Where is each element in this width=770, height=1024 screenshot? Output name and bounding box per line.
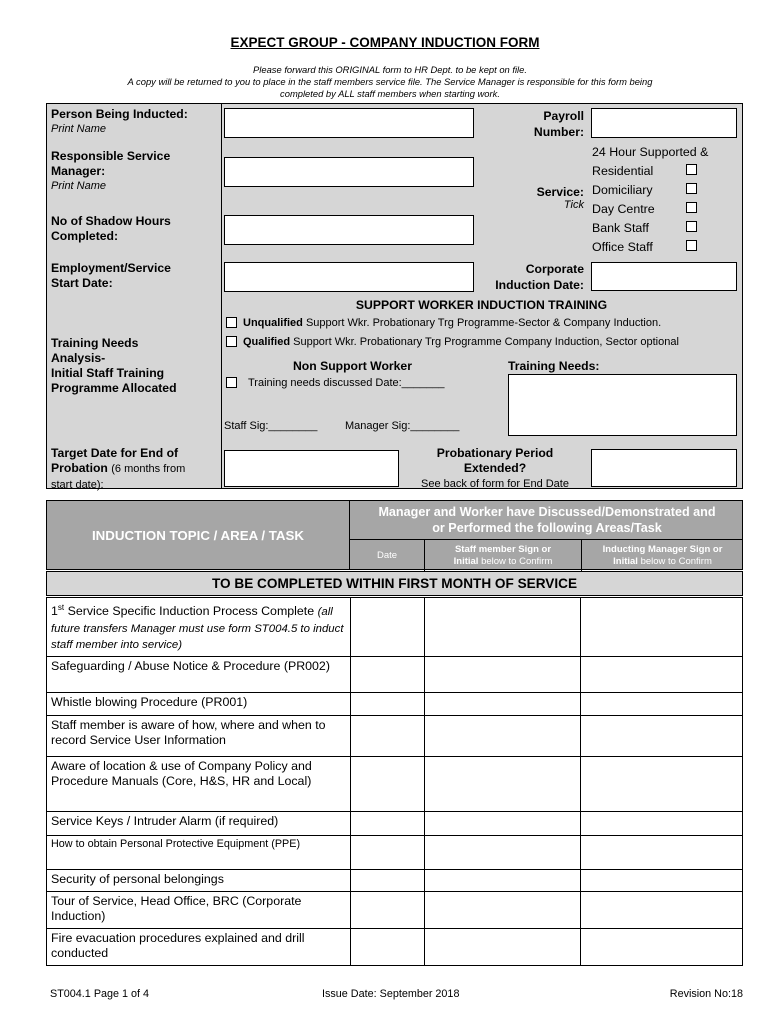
corporate-induction-date-field[interactable] (591, 262, 737, 291)
table-row (47, 598, 743, 657)
training-needs-analysis-label: Training Needs Analysis- Initial Staff Training Programme Allocated (51, 336, 177, 395)
service-option-label: Domiciliary (592, 183, 653, 197)
topic-cell: Staff member is aware of how, where and when to record Service User Information (47, 715, 351, 756)
day-centre-checkbox[interactable] (686, 202, 697, 213)
manager-sign-cell[interactable] (581, 756, 743, 811)
staff-sign-cell[interactable] (425, 715, 581, 756)
topic-cell: Aware of location & use of Company Policy and Procedure Manuals (Core, H&S, HR and Local) (47, 756, 351, 811)
manager-sign-column-header: Inducting Manager Sign or Initial below to Confirm (581, 539, 743, 571)
start-date-label: Employment/Service Start Date: (51, 261, 171, 290)
topic-cell: Security of personal belongings (47, 869, 351, 891)
probation-extended-field[interactable] (591, 449, 737, 487)
staff-sign-cell[interactable] (425, 756, 581, 811)
staff-sign-cell[interactable] (425, 598, 581, 657)
table-row (47, 869, 743, 891)
staff-signature[interactable]: Staff Sig:________ (224, 420, 318, 432)
date-cell[interactable] (351, 869, 425, 891)
topic-cell: Fire evacuation procedures explained and drill conducted (47, 928, 351, 965)
support-worker-heading: SUPPORT WORKER INDUCTION TRAINING (355, 298, 608, 312)
staff-sign-cell[interactable] (425, 869, 581, 891)
topic-cell: Whistle blowing Procedure (PR001) (47, 692, 351, 715)
staff-sign-cell[interactable] (425, 891, 581, 928)
target-date-field[interactable] (224, 450, 399, 487)
target-date-label: Target Date for End of Probation (6 months from start date): (51, 446, 186, 491)
topic-cell: 1st Service Specific Induction Process Complete (all future transfers Manager must use form ST004.5 to induct staff member into service) (47, 598, 351, 657)
confirmation-header: Manager and Worker have Discussed/Demonstrated and or Performed the following Areas/Task Date Staff member Sign or Initial below to Confirm Inducting Manager Sign or Initial below to Confirm (349, 500, 743, 570)
footer-revision: Revision No:18 (669, 988, 743, 1000)
manager-sign-cell[interactable] (581, 811, 743, 835)
training-discussed-date[interactable]: Training needs discussed Date:_______ (248, 377, 445, 389)
service-option-label: Residential (592, 164, 654, 178)
staff-sign-cell[interactable] (425, 928, 581, 965)
date-cell[interactable] (351, 598, 425, 657)
staff-sign-cell[interactable] (425, 811, 581, 835)
qualified-checkbox[interactable] (226, 336, 237, 347)
topic-column-header: INDUCTION TOPIC / AREA / TASK (46, 500, 350, 570)
domiciliary-checkbox[interactable] (686, 183, 697, 194)
topic-cell: Service Keys / Intruder Alarm (if required) (47, 811, 351, 835)
date-cell[interactable] (351, 656, 425, 692)
shadow-hours-field[interactable] (224, 215, 474, 245)
unqualified-checkbox[interactable] (226, 317, 237, 328)
manager-sign-cell[interactable] (581, 835, 743, 869)
date-cell[interactable] (351, 835, 425, 869)
shadow-hours-label: No of Shadow Hours Completed: (51, 214, 171, 243)
unqualified-option: Unqualified Support Wkr. Probationary Trg Programme-Sector & Company Induction. (243, 317, 662, 329)
table-row (47, 835, 743, 869)
date-cell[interactable] (351, 756, 425, 811)
manager-label: Responsible Service Manager: Print Name (51, 149, 171, 192)
table-row (47, 656, 743, 692)
payroll-number-field[interactable] (591, 108, 737, 138)
manager-sign-cell[interactable] (581, 869, 743, 891)
panel-divider (221, 103, 222, 489)
training-discussed-checkbox[interactable] (226, 377, 237, 388)
staff-sign-cell[interactable] (425, 835, 581, 869)
manager-name-field[interactable] (224, 157, 474, 187)
staff-sign-cell[interactable] (425, 656, 581, 692)
manager-sign-cell[interactable] (581, 891, 743, 928)
residential-checkbox[interactable] (686, 164, 697, 175)
service-option-label: Bank Staff (592, 221, 649, 235)
corporate-induction-label: Corporate Induction Date: (495, 262, 584, 292)
table-row (47, 692, 743, 715)
table-row (47, 756, 743, 811)
person-label: Person Being Inducted: Print Name (51, 107, 188, 135)
manager-sign-cell[interactable] (581, 692, 743, 715)
topic-cell: Tour of Service, Head Office, BRC (Corporate Induction) (47, 891, 351, 928)
non-support-worker-heading: Non Support Worker (293, 359, 412, 373)
bank-staff-checkbox[interactable] (686, 221, 697, 232)
manager-sign-cell[interactable] (581, 656, 743, 692)
service-option-label: Office Staff (592, 240, 653, 254)
training-needs-heading: Training Needs: (508, 359, 600, 373)
manager-sign-cell[interactable] (581, 928, 743, 965)
date-cell[interactable] (351, 891, 425, 928)
qualified-option: Qualified Support Wkr. Probationary Trg Programme Company Induction, Sector optional (243, 336, 679, 348)
date-cell[interactable] (351, 715, 425, 756)
footer-issue-date: Issue Date: September 2018 (322, 988, 460, 1000)
table-row (47, 811, 743, 835)
start-date-field[interactable] (224, 262, 474, 292)
induction-table-header (46, 500, 743, 570)
form-title: EXPECT GROUP - COMPANY INDUCTION FORM (230, 35, 540, 50)
table-row (47, 715, 743, 756)
table-row (47, 891, 743, 928)
table-row (47, 928, 743, 965)
topic-cell: How to obtain Personal Protective Equipment (PPE) (47, 835, 351, 869)
person-name-field[interactable] (224, 108, 474, 138)
staff-sign-cell[interactable] (425, 692, 581, 715)
date-cell[interactable] (351, 692, 425, 715)
service-label: Service: (536, 185, 584, 199)
topic-cell: Safeguarding / Abuse Notice & Procedure (PR002) (47, 656, 351, 692)
date-column-header: Date (350, 539, 424, 571)
footer-doc-ref: ST004.1 Page 1 of 4 (50, 988, 150, 1000)
section-title: TO BE COMPLETED WITHIN FIRST MONTH OF SERVICE (46, 571, 743, 596)
training-needs-field[interactable] (508, 374, 737, 436)
date-cell[interactable] (351, 928, 425, 965)
staff-sign-column-header: Staff member Sign or Initial below to Confirm (424, 539, 581, 571)
induction-table (46, 597, 743, 966)
service-option-label: Day Centre (592, 202, 655, 216)
service-option-label: 24 Hour Supported & (592, 145, 709, 159)
payroll-label: Payroll Number: (533, 109, 584, 139)
manager-sign-cell[interactable] (581, 598, 743, 657)
manager-sign-cell[interactable] (581, 715, 743, 756)
office-staff-checkbox[interactable] (686, 240, 697, 251)
date-cell[interactable] (351, 811, 425, 835)
tick-label: Tick (563, 199, 584, 211)
manager-signature[interactable]: Manager Sig:________ (345, 420, 460, 432)
form-instructions: Please forward this ORIGINAL form to HR Dept. to be kept on file. A copy will be returned to you to place in the staff members service file. The Service Manager is responsible for this form being completed by ALL staff members when starting work. (127, 64, 653, 99)
probation-extended-label: Probationary Period Extended? See back of form for End Date (421, 446, 569, 490)
